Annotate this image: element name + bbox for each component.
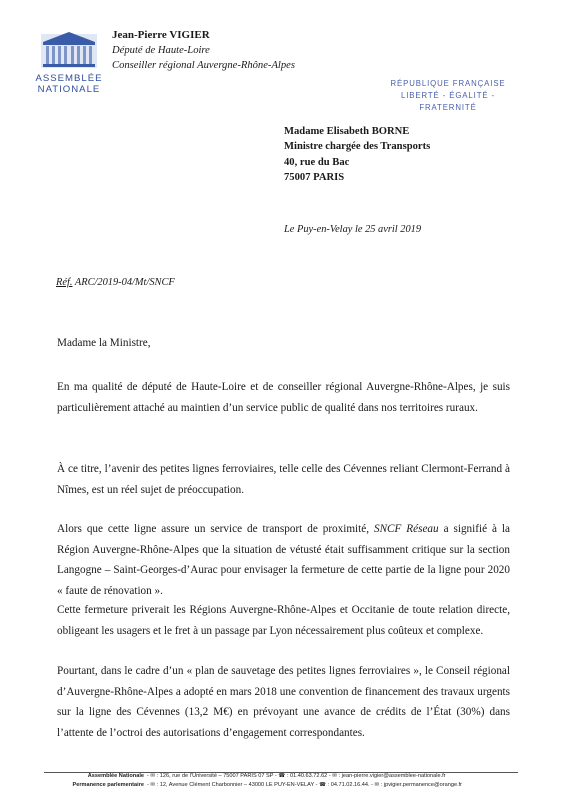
logo-text-line2: NATIONALE bbox=[37, 84, 101, 95]
footer-value-assemblee: - ✉ : 126, rue de l’Université – 75007 PARIS 07 SP - ☎ : 01.40.63.72.62 - ✉ : jean-pierre.vigier@assemblee-nationale.fr bbox=[147, 773, 446, 779]
sender-block bbox=[112, 28, 295, 73]
paragraph-4: Cette fermeture priverait les Régions Auvergne-Rhône-Alpes et Occitanie de toute relation directe, obligeant les usagers et le fret à un passage par Lyon nécessairement plus coûteux et complexe. bbox=[57, 604, 510, 637]
salutation: Madame la Ministre, bbox=[57, 337, 151, 349]
republic-motto: LIBERTÉ - ÉGALITÉ - FRATERNITÉ bbox=[400, 91, 496, 112]
footer-label-assemblee: Assemblée Nationale bbox=[87, 773, 144, 779]
paragraph-1: En ma qualité de député de Haute-Loire et de conseiller régional Auvergne-Rhône-Alpes, je suis particulièrement attaché au maintien d’un service public de qualité dans nos territoires ruraux. bbox=[57, 381, 510, 414]
republic-name: RÉPUBLIQUE FRANÇAISE bbox=[390, 79, 506, 88]
footer bbox=[48, 772, 518, 791]
recipient-name: Madame Elisabeth BORNE bbox=[284, 126, 410, 137]
paragraph-5: Pourtant, dans le cadre d’un « plan de sauvetage des petites lignes ferroviaires », le Conseil régional d’Auvergne-Rhône-Alpes a adopté en mars 2018 une convention de financement des travaux urgents sur la ligne des Cévennes (13,2 M€) en prévoyant une avance de crédits de l’État (30%) dans l’attente de l’octroi des autorisations d’engagement correspondantes. bbox=[57, 665, 510, 739]
republic-header bbox=[380, 78, 516, 114]
footer-label-permanence: Permanence parlementaire bbox=[72, 782, 144, 789]
paragraph-3 bbox=[57, 519, 510, 601]
footer-row-assemblee bbox=[48, 772, 518, 781]
reference-line bbox=[56, 277, 175, 288]
recipient-address bbox=[284, 124, 430, 186]
sender-title-deputy: Député de Haute-Loire bbox=[112, 45, 210, 56]
sender-name: Jean-Pierre VIGIER bbox=[112, 29, 210, 41]
assemblee-nationale-logo bbox=[29, 28, 109, 98]
recipient-title: Ministre chargée des Transports bbox=[284, 141, 431, 153]
assemblee-building-icon bbox=[29, 28, 109, 72]
paragraph-3-sncf: SNCF Réseau bbox=[374, 523, 439, 535]
reference-label: Réf. bbox=[56, 277, 73, 288]
footer-value-permanence: - ✉ : 12, Avenue Clément Charbonnier – 43000 LE PUY-EN-VELAY - ☎ : 04.71.02.16.44. - ✉ : jpvigier.permanence@orange.fr bbox=[147, 782, 463, 789]
paragraph-3-start: Alors que cette ligne assure un service de transport de proximité, bbox=[57, 523, 374, 535]
paragraph-2: À ce titre, l’avenir des petites lignes ferroviaires, telle celle des Cévennes reliant Clermont-Ferrand à Nîmes, est un réel sujet de préoccupation. bbox=[57, 463, 510, 496]
paragraph-3-end: a signifié à la Région Auvergne-Rhône-Alpes que la situation de vétusté était suffisamment critique sur la section Langogne – Saint-Georges-d’Aurac pour envisager la fermeture de cette partie de la ligne pour 2020 « faute de rénovation ». bbox=[57, 523, 510, 597]
recipient-street: 40, rue du Bac bbox=[284, 156, 350, 168]
recipient-city: 75007 PARIS bbox=[284, 172, 345, 184]
letter-date: Le Puy-en-Velay le 25 avril 2019 bbox=[284, 224, 422, 235]
footer-row-permanence bbox=[48, 781, 518, 790]
logo-text-line1: ASSEMBLÉE bbox=[35, 73, 103, 84]
reference-value: ARC/2019-04/Mt/SNCF bbox=[74, 277, 175, 288]
sender-title-regional: Conseiller régional Auvergne-Rhône-Alpes bbox=[112, 60, 295, 71]
